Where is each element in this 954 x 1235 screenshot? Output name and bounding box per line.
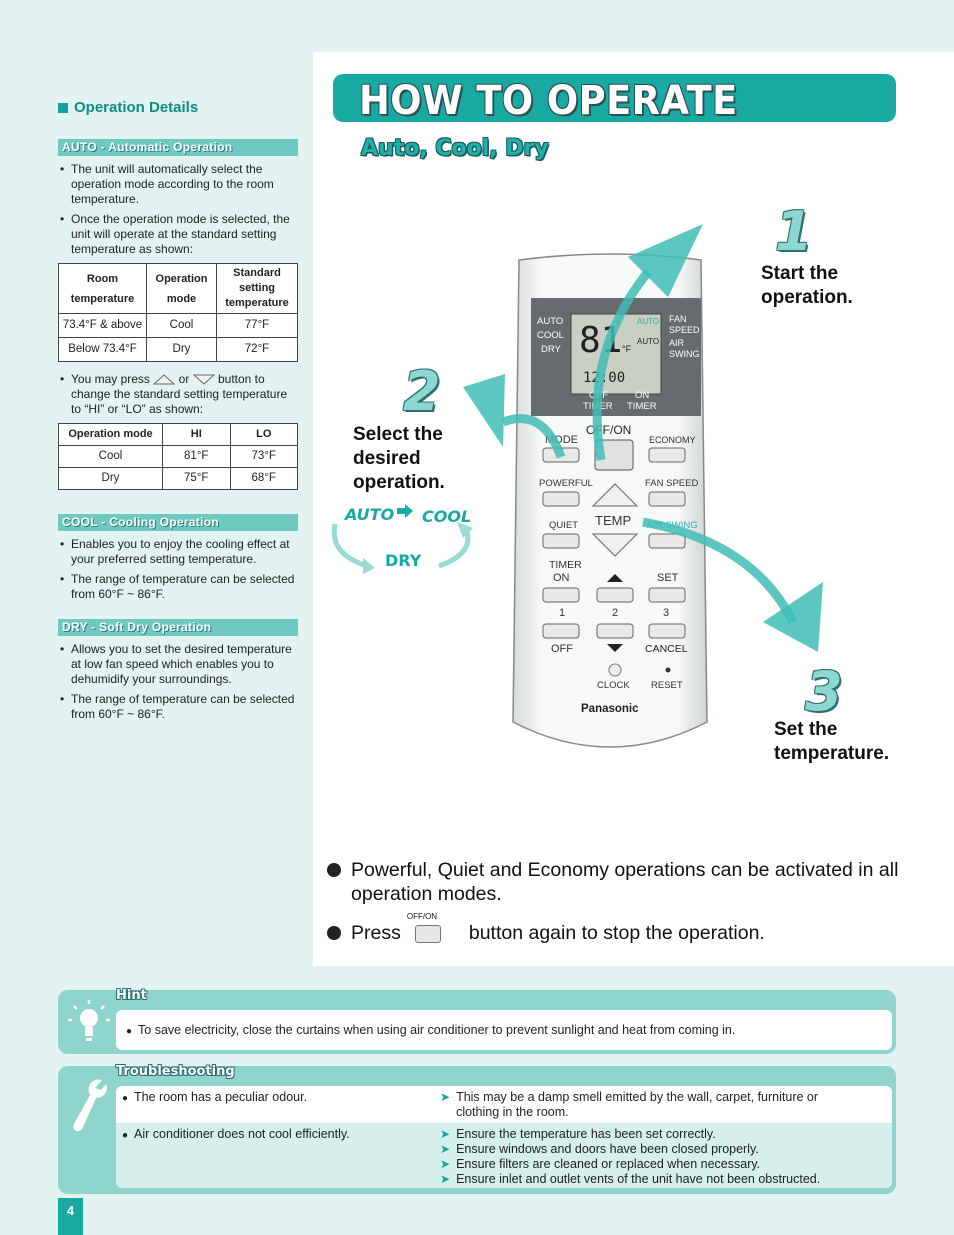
svg-text:SPEED: SPEED	[669, 325, 700, 335]
svg-text:FAN SPEED: FAN SPEED	[645, 478, 699, 489]
list-item: • The range of temperature can be selected from 60°F ~ 86°F.	[58, 692, 298, 722]
svg-text:CANCEL: CANCEL	[645, 643, 688, 655]
svg-text:SET: SET	[657, 572, 679, 584]
brand-logo: Panasonic	[581, 703, 639, 715]
auto-bullets	[58, 162, 298, 257]
note-1: Powerful, Quiet and Economy operations can be activated in all operation modes.	[327, 858, 927, 906]
lightbulb-icon	[66, 998, 110, 1048]
temp-label: TEMP	[595, 513, 632, 528]
svg-text:OFF: OFF	[551, 643, 573, 655]
svg-text:AIR: AIR	[669, 338, 685, 348]
table-row: Cool 81°F 73°F	[59, 446, 298, 468]
cool-bar: COOL - Cooling Operation	[58, 514, 298, 531]
reset-button[interactable]	[666, 668, 671, 673]
table-header: Room temperature	[59, 264, 147, 314]
troubleshooting-heading: Troubleshooting	[116, 1064, 235, 1079]
svg-text:POWERFUL: POWERFUL	[539, 478, 593, 489]
svg-text:TIMER: TIMER	[583, 401, 613, 412]
temp-down-button-icon	[193, 374, 215, 385]
page-subtitle: Auto, Cool, Dry	[361, 136, 549, 161]
svg-text:CLOCK: CLOCK	[597, 680, 630, 691]
svg-text:AIR SWING: AIR SWING	[647, 520, 698, 531]
table-row: ● The room has a peculiar odour. ➤ This may be a damp smell emitted by the wall, carpet, furniture or clothing in the room.	[122, 1090, 819, 1119]
table-header: LO	[230, 424, 298, 446]
standard-temp-table	[58, 263, 298, 362]
hint-content: ● To save electricity, close the curtains when using air conditioner to prevent sunlight and heat from coming in.	[116, 1010, 892, 1050]
table-row: Below 73.4°F Dry 72°F	[59, 338, 298, 362]
display-unit: °F	[622, 344, 632, 354]
note-2: Press OFF/ON button again to stop the operation.	[327, 919, 765, 945]
display-clock: 12:00	[583, 370, 626, 386]
step-2-arrow-icon	[503, 419, 561, 457]
page-title: HOW TO OPERATE	[359, 78, 738, 124]
bullet-icon	[327, 863, 341, 877]
display-auto-1: AUTO	[637, 317, 660, 326]
page-number: 4	[58, 1198, 83, 1235]
table-row: ● Air conditioner does not cool efficiently. ➤ Ensure the temperature has been set correctly. ➤ Ensure windows and doors have been closed properly. ➤ Ensure filters are cleaned or replaced when necessary. ➤ Ensure inlet and outlet vents of the unit have not been obstructed.	[116, 1123, 892, 1188]
mode-arrow-icon	[397, 504, 413, 518]
mode-dry-label: DRY	[385, 551, 422, 570]
list-item: • Allows you to set the desired temperature at low fan speed which enables you to dehumidify your surroundings.	[58, 642, 298, 687]
list-item: • You may press or button to change the standard setting temperature to “HI” or “LO” as shown:	[58, 372, 298, 417]
section-title-text: Operation Details	[74, 99, 199, 116]
section-title	[58, 100, 298, 115]
troubleshooting-box	[58, 1066, 896, 1194]
step-3-arrow-icon	[643, 522, 793, 622]
list-item: • Once the operation mode is selected, the unit will operate at the standard setting temperature as shown:	[58, 212, 298, 257]
mode-cool-label: COOL	[422, 507, 472, 526]
svg-text:RESET: RESET	[651, 680, 683, 691]
cool-bullets	[58, 537, 298, 602]
troubleshooting-content	[116, 1086, 892, 1188]
svg-text:2: 2	[612, 607, 619, 619]
bullet-icon	[327, 926, 341, 940]
svg-text:TIMER: TIMER	[627, 401, 657, 412]
operation-details-column	[58, 100, 298, 727]
step-3-number: 3	[805, 660, 843, 723]
display-temp: 81	[579, 320, 623, 361]
mode-cycle-graphic	[327, 494, 477, 576]
svg-text:3: 3	[663, 607, 670, 619]
display-mode-auto: AUTO	[537, 316, 564, 327]
wrench-icon	[66, 1076, 110, 1136]
temp-up-button-icon	[153, 374, 175, 385]
list-item: • The range of temperature can be selected from 60°F ~ 86°F.	[58, 572, 298, 602]
step-1-label: Start the operation.	[761, 263, 853, 308]
list-item: • The unit will automatically select the operation mode according to the room temperature.	[58, 162, 298, 207]
table-header: Operation mode	[59, 424, 163, 446]
main-panel	[313, 52, 954, 966]
svg-text:OFF: OFF	[589, 390, 608, 401]
svg-text:ON: ON	[553, 572, 570, 584]
table-header: HI	[163, 424, 231, 446]
cycle-arrowhead-icon	[363, 558, 375, 574]
svg-text:SWING: SWING	[669, 349, 700, 359]
table-row: Dry 75°F 68°F	[59, 468, 298, 490]
hint-heading: Hint	[116, 988, 147, 1003]
cycle-arrow-left-icon	[334, 524, 367, 566]
step-arrows-graphic	[463, 202, 843, 652]
step-3-label: Set the temperature.	[774, 719, 890, 764]
dry-bullets	[58, 642, 298, 722]
svg-text:1: 1	[559, 607, 566, 619]
table-row: 73.4°F & above Cool 77°F	[59, 314, 298, 338]
hint-box	[58, 990, 896, 1054]
svg-text:ECONOMY: ECONOMY	[649, 435, 696, 445]
step-2-number: 2	[403, 360, 441, 423]
svg-text:MODE: MODE	[545, 434, 578, 446]
off-on-button-icon: OFF/ON	[413, 919, 457, 945]
auto-bar: AUTO - Automatic Operation	[58, 139, 298, 156]
svg-text:FAN: FAN	[669, 314, 687, 324]
table-header: Operation mode	[147, 264, 217, 314]
step-1-number: 1	[775, 200, 813, 263]
svg-text:OFF/ON: OFF/ON	[586, 423, 632, 437]
display-mode-dry: DRY	[541, 344, 561, 355]
press-bullet	[58, 372, 298, 417]
display-auto-2: AUTO	[637, 337, 660, 346]
mode-auto-label: AUTO	[345, 505, 395, 524]
step-2-label: Select the desired operation.	[353, 424, 445, 493]
clock-button[interactable]	[609, 664, 621, 676]
display-mode-cool: COOL	[537, 330, 564, 341]
svg-text:QUIET: QUIET	[549, 520, 579, 531]
dry-bar: DRY - Soft Dry Operation	[58, 619, 298, 636]
hi-lo-table	[58, 423, 298, 490]
svg-text:ON: ON	[635, 390, 650, 401]
title-bar	[333, 74, 896, 122]
square-bullet-icon	[58, 103, 68, 113]
table-header: Standard setting temperature	[217, 264, 298, 314]
step-1-arrow-icon	[597, 272, 648, 460]
list-item: • Enables you to enjoy the cooling effect at your preferred setting temperature.	[58, 537, 298, 567]
svg-text:TIMER: TIMER	[549, 559, 582, 571]
